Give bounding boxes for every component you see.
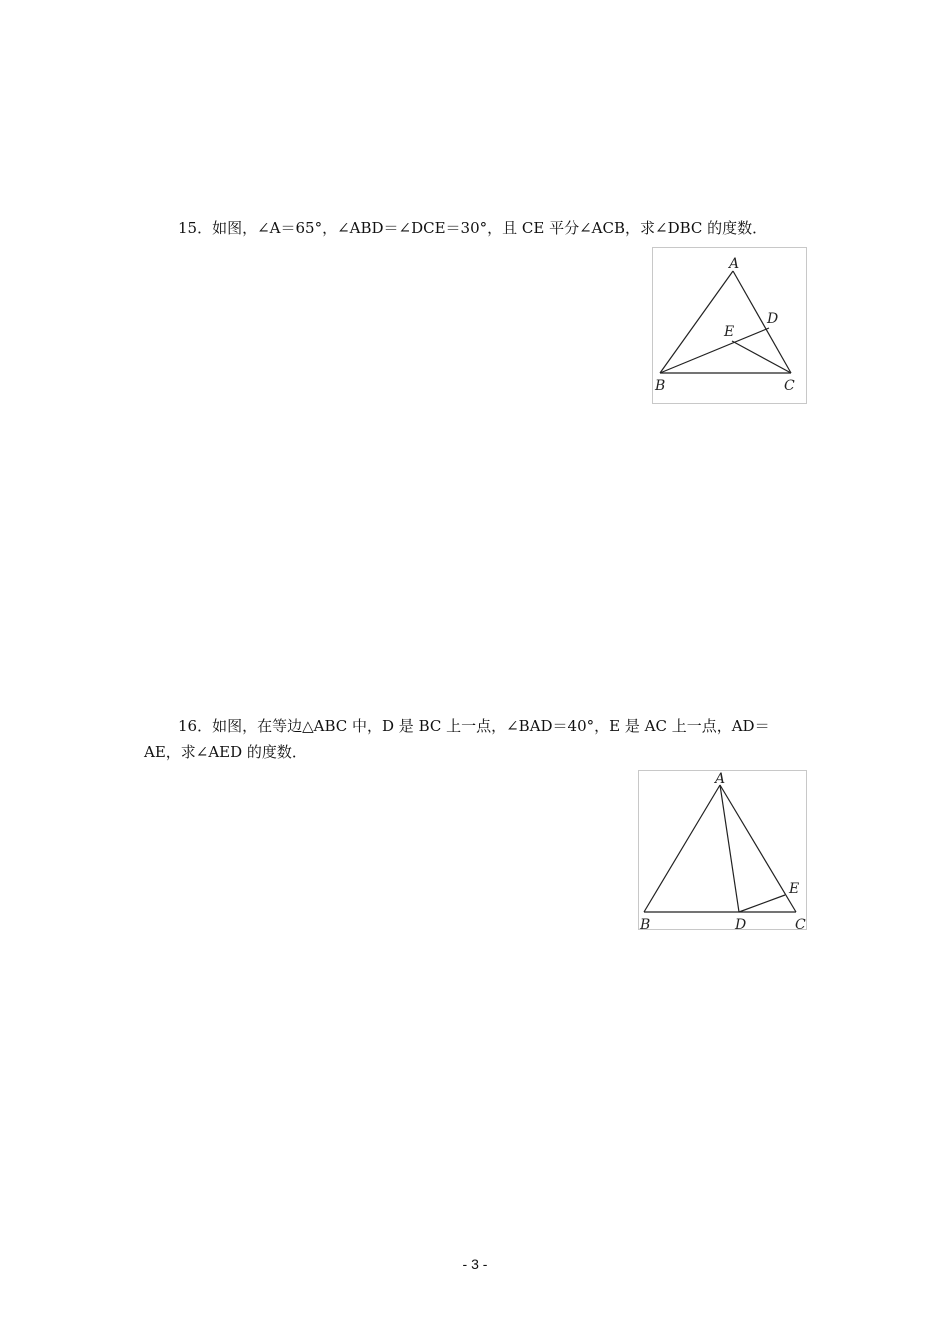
q15-label-a: A [729,256,740,272]
q15-label-d: D [767,311,779,327]
q15-label-b: B [655,378,666,394]
page-number: - 3 - [462,1256,488,1272]
q15-label-e: E [724,324,735,340]
q16-text-line2: AE，求∠AED 的度数． [144,743,307,761]
q16-segment-ab [644,785,720,912]
q16-text-line1: 16．如图，在等边△ABC 中，D 是 BC 上一点，∠BAD＝40°，E 是 AC 上一点，AD＝ [178,717,770,735]
q16-figure [638,770,807,930]
q16-label-e: E [789,881,800,897]
q15-figure [652,247,807,404]
q16-label-d: D [735,917,747,931]
q16-label-b: B [640,917,651,931]
q16-label-a: A [715,771,726,787]
q16-label-c: C [795,917,806,931]
q16-segment-de [739,895,785,912]
q15-label-c: C [784,378,795,394]
q15-text: 15．如图，∠A＝65°，∠ABD＝∠DCE＝30°，且 CE 平分∠ACB，求∠DBC 的度数． [178,219,768,237]
q16-segment-ac [720,785,796,912]
q16-segment-ad [720,785,739,912]
